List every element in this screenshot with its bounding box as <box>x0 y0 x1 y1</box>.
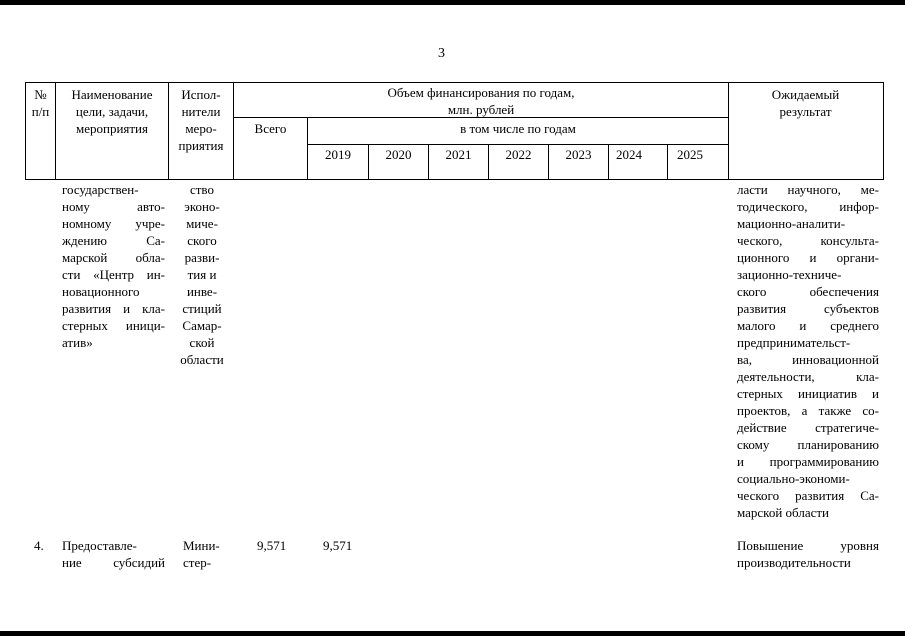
text-line: области <box>180 352 224 367</box>
header-text: Объем финансирования по годам, <box>387 85 575 100</box>
row4-number: 4. <box>34 538 44 553</box>
text-line: ва, инновационной <box>737 352 879 367</box>
text-line: ждению Са- <box>62 233 165 248</box>
header-text: Наименование <box>71 87 153 102</box>
header-text: Ожидаемый <box>771 87 840 102</box>
header-year: 2025 <box>677 147 703 162</box>
header-text: млн. рублей <box>447 102 515 117</box>
header-year: 2023 <box>565 147 592 162</box>
text-line: стер- <box>183 555 212 570</box>
text-line: ство <box>189 182 214 197</box>
header-text: меро- <box>185 121 217 136</box>
page-number: 3 <box>438 46 445 61</box>
text-line: Предоставле- <box>62 538 137 553</box>
text-line: и программированию <box>737 454 879 469</box>
text-line: Мини- <box>183 538 220 553</box>
header-text: нители <box>181 104 221 119</box>
header-year: 2022 <box>505 147 532 162</box>
header-year: 2024 <box>616 147 642 162</box>
header-name <box>56 86 168 137</box>
header-total: Всего <box>254 121 287 136</box>
text-line: проектов, а также со- <box>737 403 879 418</box>
text-line: марской обла- <box>62 250 165 265</box>
header-text: п/п <box>31 104 50 119</box>
text-line: тодического, инфор- <box>737 199 879 214</box>
text-line: деятельности, кла- <box>737 369 879 384</box>
text-line: ческого, консульта- <box>737 233 879 248</box>
header-divider <box>307 144 729 145</box>
row4-name <box>62 537 165 571</box>
text-line: зационно-техниче- <box>737 267 842 282</box>
text-line: действие стратегиче- <box>737 420 879 435</box>
header-year: 2020 <box>385 147 412 162</box>
text-line: стерных иници- <box>62 318 165 333</box>
text-line: атив» <box>62 335 93 350</box>
header-by-year: в том числе по годам <box>460 121 576 136</box>
text-line: ласти научного, ме- <box>737 182 879 197</box>
text-line: ционного и органи- <box>737 250 879 265</box>
header-result <box>729 86 882 120</box>
text-line: государствен- <box>62 182 139 197</box>
text-line: развития субъектов <box>737 301 879 316</box>
text-line: Самар- <box>182 318 222 333</box>
text-line: скому планированию <box>737 437 879 452</box>
text-line: развития и кла- <box>62 301 165 316</box>
header-executors <box>169 86 233 154</box>
header-text: № <box>34 87 47 102</box>
text-line: стиций <box>182 301 222 316</box>
row4-2019: 9,571 <box>323 538 353 553</box>
text-line: ской <box>189 335 215 350</box>
text-line: сти «Центр ин- <box>62 267 165 282</box>
header-year: 2021 <box>445 147 472 162</box>
row4-result <box>737 537 879 571</box>
header-text: приятия <box>178 138 224 153</box>
header-year: 2019 <box>325 147 351 162</box>
text-line: ского <box>187 233 217 248</box>
text-line: номному учре- <box>62 216 165 231</box>
header-text: Испол- <box>181 87 221 102</box>
text-line: мационно-аналити- <box>737 216 846 231</box>
text-line: ческого развития Са- <box>737 488 879 503</box>
text-line: стерных инициатив и <box>737 386 879 401</box>
continued-row-result <box>737 181 879 521</box>
text-line: Повышение уровня <box>737 538 879 553</box>
text-line: ному авто- <box>62 199 165 214</box>
continued-row-name <box>62 181 165 351</box>
row4-total: 9,571 <box>257 538 287 553</box>
text-line: ние субсидий <box>62 555 165 570</box>
header-funding <box>234 84 728 118</box>
header-text: мероприятия <box>75 121 148 136</box>
continued-row-executors <box>170 181 234 368</box>
text-line: миче- <box>186 216 218 231</box>
text-line: тия и <box>187 267 217 282</box>
header-number <box>26 86 55 120</box>
header-text: результат <box>779 104 832 119</box>
text-line: малого и среднего <box>737 318 879 333</box>
text-line: предпринимательст- <box>737 335 851 350</box>
top-border-rule <box>0 0 905 5</box>
text-line: разви- <box>184 250 220 265</box>
row4-executors <box>183 537 233 571</box>
text-line: социально-экономи- <box>737 471 850 486</box>
text-line: эконо- <box>184 199 220 214</box>
text-line: марской области <box>737 505 829 520</box>
bottom-border-rule <box>0 631 905 636</box>
text-line: ского обеспечения <box>737 284 879 299</box>
text-line: производительности <box>737 555 851 570</box>
header-text: цели, задачи, <box>75 104 149 119</box>
text-line: новационного <box>62 284 140 299</box>
text-line: инве- <box>186 284 218 299</box>
